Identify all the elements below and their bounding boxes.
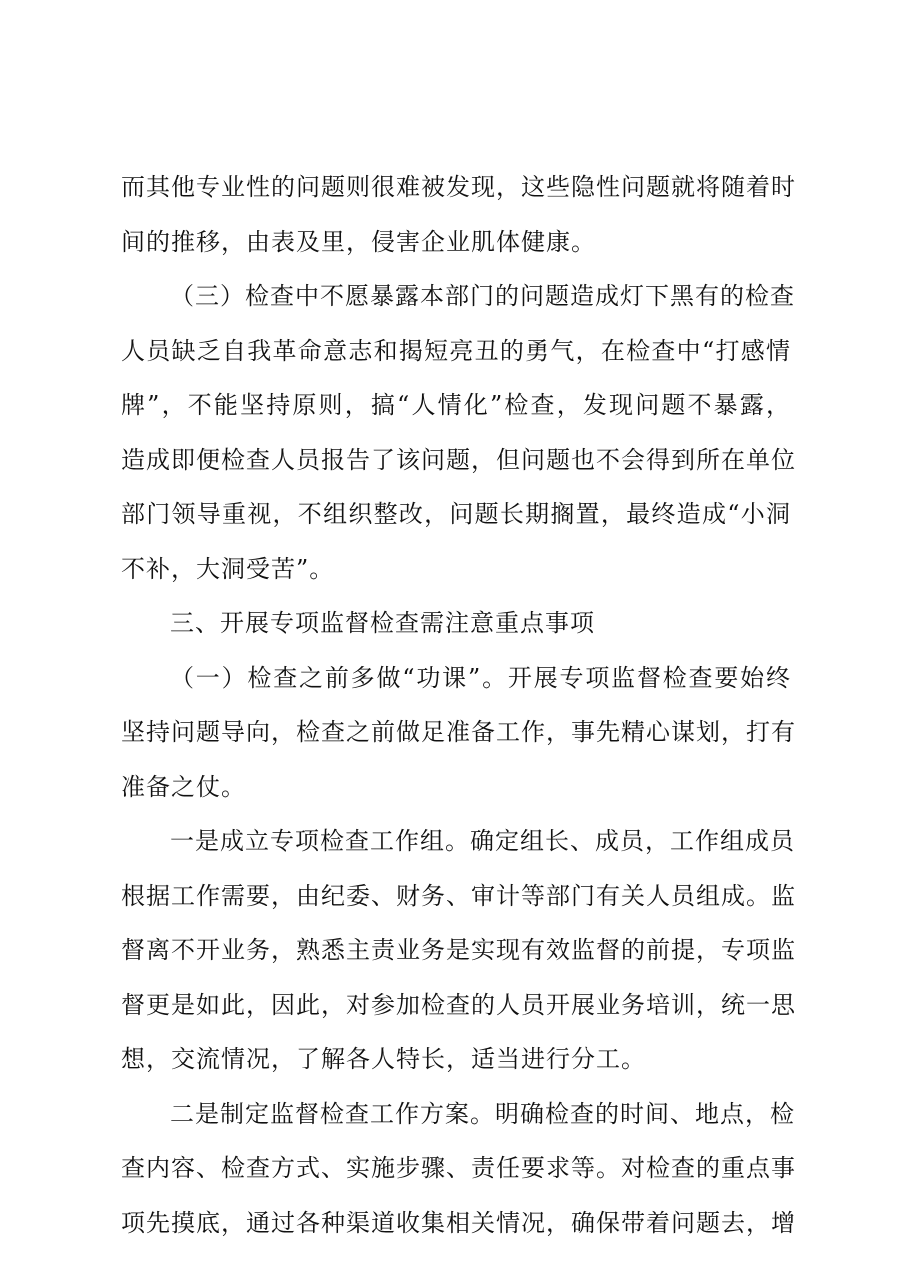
paragraph-line: 牌”，不能坚持原则，搞“人情化”检查，发现问题不暴露， — [121, 391, 791, 419]
paragraph-line: 坚持问题导向，检查之前做足准备工作，事先精心谋划，打有 — [121, 718, 796, 746]
section-heading-line: （一）检查之前多做“功课”。开展专项监督检查要始终 — [170, 663, 791, 692]
paragraph-line: 督更是如此，因此，对参加检查的人员开展业务培训，统一思 — [121, 990, 796, 1019]
paragraph-line: 一是成立专项检查工作组。确定组长、成员，工作组成员 — [170, 827, 795, 855]
section-title: 三、开展专项监督检查需注意重点事项 — [170, 609, 595, 637]
paragraph-line: 根据工作需要，由纪委、财务、审计等部门有关人员组成。监 — [121, 881, 796, 910]
paragraph-line: 二是制定监督检查工作方案。明确检查的时间、地点，检 — [170, 1099, 795, 1128]
section-heading-line: （三）检查中不愿暴露本部门的问题造成灯下黑有的检查 — [170, 282, 795, 310]
paragraph-line: 查内容、检查方式、实施步骤、责任要求等。对检查的重点事 — [121, 1154, 796, 1182]
paragraph-line: 不补，大洞受苦”。 — [121, 554, 335, 583]
paragraph-line: 项先摸底，通过各种渠道收集相关情况，确保带着问题去，增 — [121, 1208, 796, 1237]
paragraph-line: 间的推移，由表及里，侵害企业肌体健康。 — [121, 227, 596, 256]
document-body — [121, 160, 796, 1250]
paragraph-line: 造成即便检查人员报告了该问题，但问题也不会得到所在单位 — [121, 445, 796, 474]
paragraph-line: 督离不开业务，熟悉主责业务是实现有效监督的前提，专项监 — [121, 936, 796, 964]
paragraph-line: 想，交流情况，了解各人特长，适当进行分工。 — [121, 1045, 646, 1073]
paragraph-line: 部门领导重视，不组织整改，问题长期搁置，最终造成“小洞 — [121, 500, 791, 528]
paragraph-line: 准备之仗。 — [121, 772, 246, 801]
paragraph-line: 人员缺乏自我革命意志和揭短亮丑的勇气，在检查中“打感情 — [121, 336, 791, 365]
paragraph-line: 而其他专业性的问题则很难被发现，这些隐性问题就将随着时 — [121, 173, 796, 201]
